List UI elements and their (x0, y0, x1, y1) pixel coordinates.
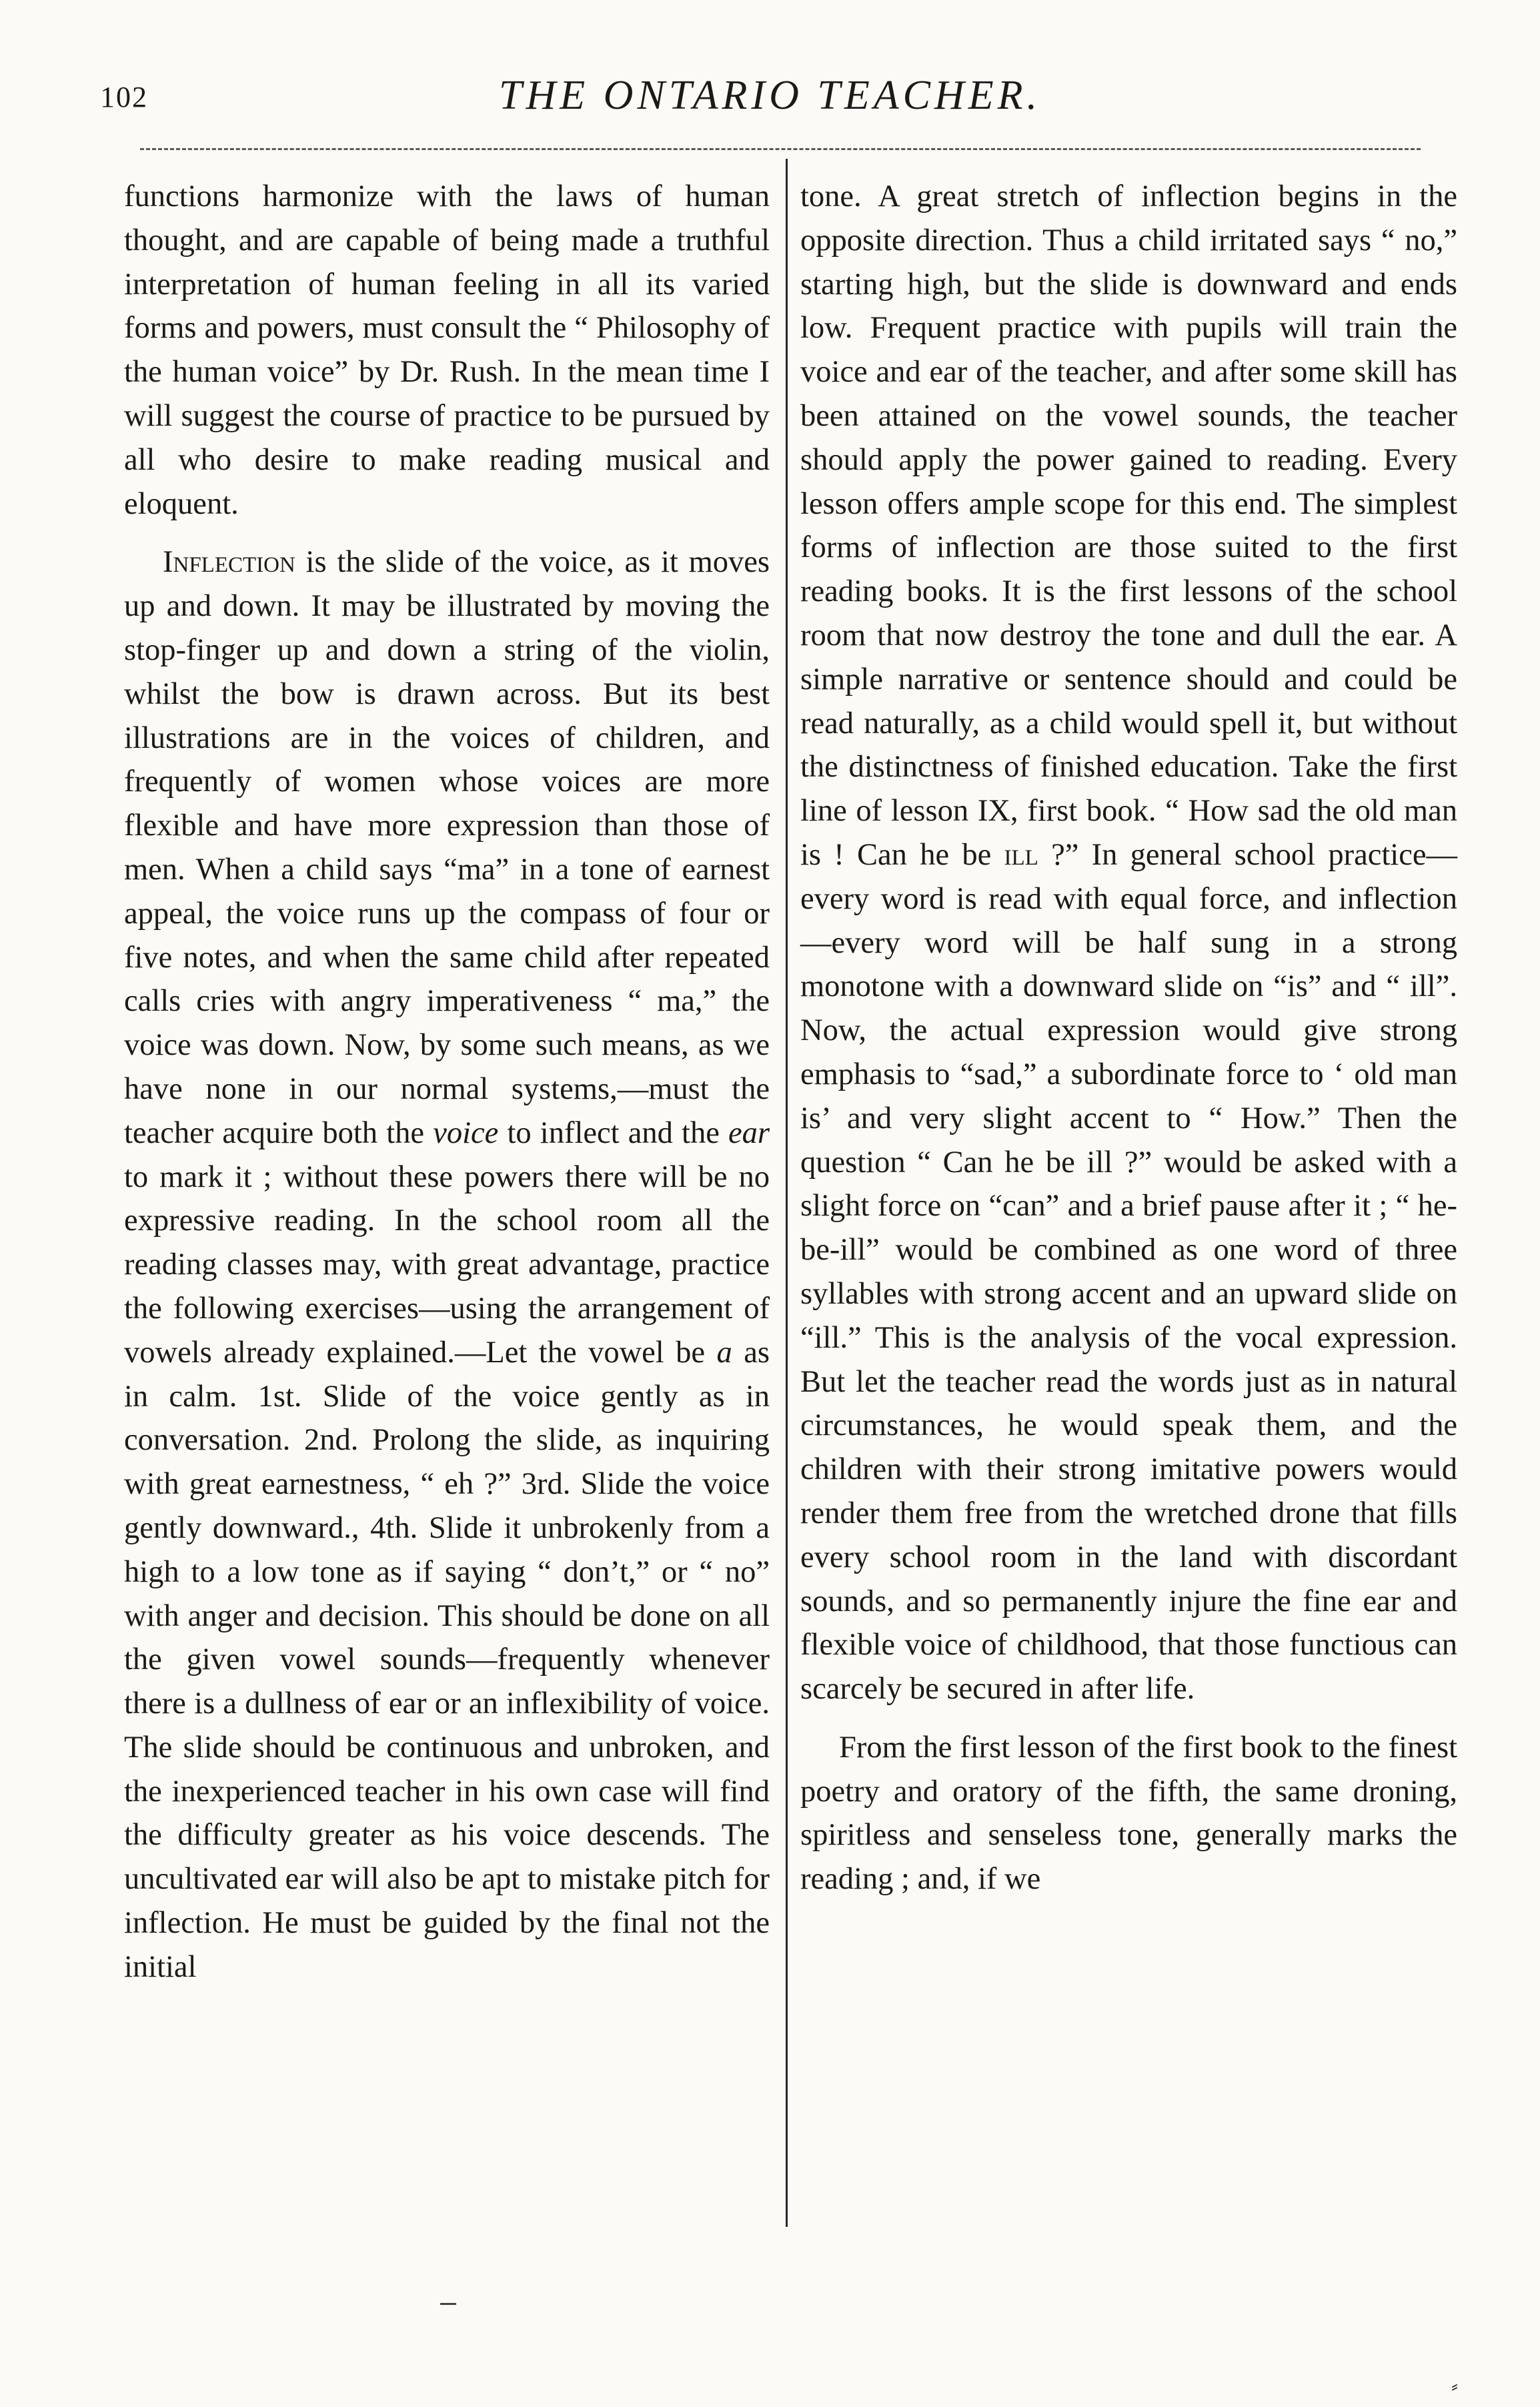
header-rule (140, 148, 1421, 150)
left-paragraph-2-part-a: is the slide of the voice, as it moves up and down. It may be illustrated by moving the stop-finger up and down a string of the violin, whilst the bow is drawn across. But its best illustrations are in the voices of children, and frequently of women whose voices are more flexible and have more expression than those of men. When a child says “ma” in a tone of earnest appeal, the voice runs up the compass of four or five notes, and when the same child after repeated calls cries with angry imperativeness “ ma,” the voice was down. Now, by some such means, as we have none in our normal systems,—must the teacher acquire both the (124, 545, 770, 1150)
running-title: THE ONTARIO TEACHER. (499, 73, 1041, 118)
right-paragraph-1 (800, 175, 1457, 1711)
italic-ear: ear (728, 1115, 770, 1150)
right-column (800, 175, 1457, 1901)
left-paragraph-2-part-b: to inflect and the (498, 1115, 729, 1150)
column-divider (786, 159, 788, 2227)
page-number: 102 (100, 81, 148, 113)
left-paragraph-2 (124, 540, 770, 1989)
left-column (124, 175, 770, 1989)
left-paragraph-2-part-d: as in calm. 1st. Slide of the voice gently as in conversation. 2nd. Prolong the slide, as inquiring with great earnestness, “ eh ?” 3rd. Slide the voice gently downward., 4th. Slide it unbrokenly from a high to a low tone as if saying “ don’t,” or “ no” with anger and decision. This should be done on all the given vowel sounds—frequently whenever there is a dullness of ear or an inflexibility of voice. The slide should be continuous and unbroken, and the inexperienced teacher in his own case will find the difficulty greater as his voice descends. The uncultivated ear will also be apt to mistake pitch for inflection. He must be guided by the final not the initial (124, 1335, 770, 1984)
left-paragraph-2-part-c: to mark it ; without these powers there will be no expressive reading. In the school room all the reading classes may, with great advantage, practice the following exercises—using the arrangement of vowels already explained.—Let the vowel be (124, 1159, 770, 1370)
left-paragraph-1: functions harmonize with the laws of human thought, and are capable of being made a truthful interpretation of human feeling in all its varied forms and powers, must consult the “ Philosophy of the human voice” by Dr. Rush. In the mean time I will suggest the course of practice to be pursued by all who desire to make reading musical and eloquent. (124, 179, 770, 521)
inflection-lead-word: Inflection (163, 545, 295, 580)
small-caps-ill: ill (1004, 837, 1038, 872)
right-paragraph-1-part-a: tone. A great stretch of inflection begins in the opposite direction. Thus a child irritated says “ no,” starting high, but the slide is downward and ends low. Frequent practice with pupils will train the voice and ear of the teacher, and after some skill has been attained on the vowel sounds, the teacher should apply the power gained to reading. Every lesson offers ample scope for this end. The simplest forms of inflection are those suited to the first reading books. It is the first lessons of the school room that now destroy the tone and dull the ear. A simple narrative or sentence should and could be read naturally, as a child would spell it, but without the distinctness of finished education. Take the first line of lesson IX, first book. “ How sad the old man is ! Can he be (800, 179, 1457, 872)
right-paragraph-1-part-b: ?” In general school practice—every word is read with equal force, and inflection—every word will be half sung in a strong monotone with a downward slide on “is” and “ ill”. Now, the actual expression would give strong emphasis to “sad,” a subordinate force to ‘ old man is’ and very slight accent to “ How.” Then the question “ Can he be ill ?” would be asked with a slight force on “can” and a brief pause after it ; “ he-be-ill” would be combined as one word of three syllables with strong accent and an upward slide on “ill.” This is the analysis of the vocal expression. But let the teacher read the words just as in natural circumstances, he would speak them, and the children with their strong imitative powers would render them free from the wretched drone that fills every school room in the land with discordant sounds, and so permanently injure the fine ear and flexible voice of childhood, that those functious can scarcely be secured in after life. (800, 837, 1457, 1707)
right-paragraph-2: From the first lesson of the first book to the finest poetry and oratory of the fifth, the same droning, spiritless and senseless tone, generally marks the reading ; and, if we (800, 1730, 1457, 1897)
footer-dash-mark (440, 2303, 456, 2305)
italic-vowel-a: a (716, 1335, 732, 1370)
italic-voice: voice (433, 1115, 499, 1150)
corner-mark-icon: ⸗ (1451, 2375, 1458, 2397)
